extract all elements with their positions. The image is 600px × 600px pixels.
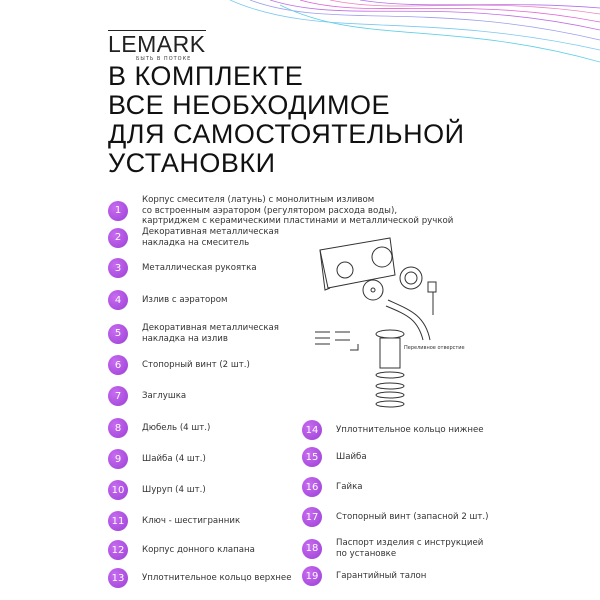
item-number-badge: 12 [108, 540, 128, 560]
item-number-badge: 8 [108, 418, 128, 438]
exploded-parts-diagram [290, 220, 490, 420]
item-description: Корпус донного клапана [142, 544, 255, 555]
parts-list-item [108, 418, 210, 438]
page-title [108, 62, 465, 178]
item-number-badge: 10 [108, 480, 128, 500]
parts-list-item [108, 258, 257, 278]
item-description: Уплотнительное кольцо нижнее [336, 424, 484, 435]
item-description: Гайка [336, 481, 363, 492]
parts-list-item [108, 480, 206, 500]
brand-logo [108, 30, 206, 62]
item-description: Ключ - шестигранник [142, 515, 241, 526]
item-number-badge: 11 [108, 511, 128, 531]
parts-list-item [108, 449, 206, 469]
parts-list-item [108, 355, 250, 375]
item-description: Паспорт изделия с инструкцией по установке [336, 538, 484, 559]
parts-list-item [302, 420, 484, 440]
item-description: Декоративная металлическая накладка на смеситель [142, 227, 279, 248]
item-description: Корпус смесителя (латунь) с монолитным изливом со встроенным аэратором (регулятором расхода воды), картриджем с керамическими пластинами и металлической ручкой [142, 195, 454, 226]
item-number-badge: 2 [108, 228, 128, 248]
item-number-badge: 4 [108, 290, 128, 310]
title-line: УСТАНОВКИ [108, 148, 276, 178]
parts-list-item [108, 323, 279, 344]
item-description: Декоративная металлическая накладка на излив [142, 323, 279, 344]
item-number-badge: 18 [302, 539, 322, 559]
parts-list-item [108, 568, 292, 588]
item-description: Уплотнительное кольцо верхнее [142, 572, 292, 583]
item-description: Заглушка [142, 390, 187, 401]
item-description: Шайба (4 шт.) [142, 453, 206, 464]
item-description: Гарантийный талон [336, 570, 427, 581]
parts-list-item [108, 227, 279, 248]
brand-name: LEMARK [108, 31, 206, 57]
item-number-badge: 15 [302, 447, 322, 467]
item-description: Дюбель (4 шт.) [142, 422, 211, 433]
item-number-badge: 3 [108, 258, 128, 278]
parts-list-item [302, 477, 363, 497]
item-description: Стопорный винт (2 шт.) [142, 359, 250, 370]
parts-list-item [302, 507, 488, 527]
item-number-badge: 1 [108, 201, 128, 221]
parts-list-item [108, 290, 228, 310]
item-number-badge: 13 [108, 568, 128, 588]
item-number-badge: 17 [302, 507, 322, 527]
item-description: Излив с аэратором [142, 294, 228, 305]
item-number-badge: 5 [108, 324, 128, 344]
item-number-badge: 14 [302, 420, 322, 440]
parts-list-item [108, 540, 255, 560]
parts-list-item [302, 447, 367, 467]
item-description: Металлическая рукоятка [142, 262, 257, 273]
parts-list-item [302, 566, 426, 586]
title-line: В КОМПЛЕКТЕ [108, 61, 304, 91]
decorative-waves [0, 0, 600, 70]
parts-list-item [302, 538, 483, 559]
item-number-badge: 7 [108, 386, 128, 406]
brand-tagline: БЫТЬ В ПОТОКЕ [136, 56, 192, 62]
title-line: ДЛЯ САМОСТОЯТЕЛЬНОЙ [108, 119, 465, 149]
parts-list-item [108, 511, 240, 531]
title-line: ВСЕ НЕОБХОДИМОЕ [108, 90, 390, 120]
item-number-badge: 6 [108, 355, 128, 375]
item-description: Шайба [336, 451, 367, 462]
item-description: Стопорный винт (запасной 2 шт.) [336, 511, 489, 522]
overflow-hole-label: Переливное отверстие [404, 345, 465, 351]
item-number-badge: 19 [302, 566, 322, 586]
parts-list-item [108, 386, 186, 406]
item-description: Шуруп (4 шт.) [142, 484, 206, 495]
item-number-badge: 9 [108, 449, 128, 469]
item-number-badge: 16 [302, 477, 322, 497]
